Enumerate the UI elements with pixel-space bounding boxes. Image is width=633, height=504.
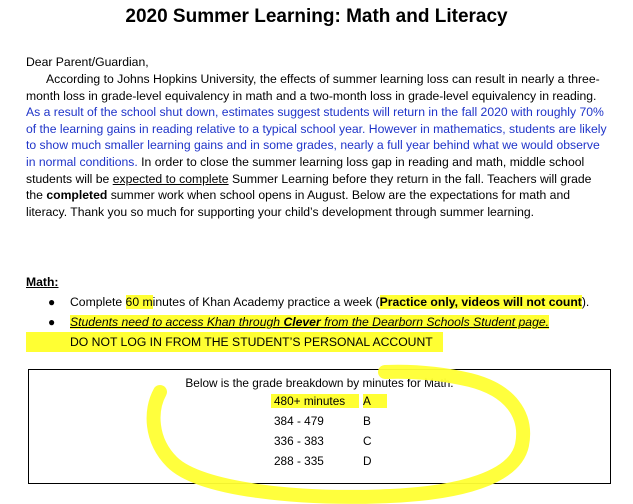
- grade-letter: A: [363, 394, 387, 408]
- clever-bold: Clever: [283, 315, 321, 329]
- para-sentence-1: According to Johns Hopkins University, the effects of summer learning loss can result in nearly a three-month loss in grade-level equivalency in math and a two-month loss in grade-level equivalency in reading.: [26, 72, 600, 103]
- math-bullet-list: [26, 292, 616, 352]
- personal-account-warning: DO NOT LOG IN FROM THE STUDENT’S PERSONAL ACCOUNT: [26, 332, 443, 352]
- bullet-clever-access: [26, 312, 616, 332]
- clever-text-a: Students need to access Khan through: [70, 315, 284, 329]
- grade-range: 288 - 335: [274, 454, 324, 468]
- grade-range: 384 - 479: [274, 414, 324, 428]
- bullet-1-pre: Complete: [70, 295, 126, 309]
- page-title: 2020 Summer Learning: Math and Literacy: [125, 6, 508, 27]
- para-sentence-3b: Summer Learning before they return in the fall. Teachers will grade the: [26, 171, 592, 203]
- grade-range: 480+ minutes: [271, 394, 359, 408]
- clever-instruction: [70, 315, 549, 329]
- grade-letter: D: [363, 454, 372, 468]
- grade-range: 336 - 383: [274, 434, 324, 448]
- para-blue-text: As a result of the school shut down, estimates suggest students will return in the fall 2020 with roughly 70% of the learning gains in reading relative to a typical school year. However in mathematics, students are likely to show much smaller learning gains and in some grades, nearly a full year behind what we would observe in normal conditions.: [26, 105, 607, 169]
- math-heading: Math:: [26, 275, 59, 289]
- grade-letter: B: [363, 414, 371, 428]
- clever-text-c: from the Dearborn Schools Student page.: [320, 315, 550, 329]
- grade-letter: C: [363, 434, 372, 448]
- bullet-dot-icon: ●: [48, 315, 56, 329]
- grade-breakdown-title: Below is the grade breakdown by minutes for Math.: [185, 376, 454, 390]
- bullet-1-end: ).: [581, 295, 590, 309]
- bullet-warning: [26, 332, 616, 352]
- completed-bold: completed: [46, 188, 108, 203]
- practice-only-note: Practice only, videos will not count: [379, 295, 582, 309]
- salutation: Dear Parent/Guardian,: [26, 55, 149, 69]
- bullet-khan-minutes: [26, 292, 616, 312]
- grade-breakdown-box: [28, 369, 611, 484]
- bullet-dot-icon: ●: [48, 295, 56, 309]
- bullet-1-post: inutes of Khan Academy practice a week (: [152, 295, 380, 309]
- para-sentence-3c: summer work when school opens in August. Below are the expectations for math and literacy. Thank you so much for supporting your child’s development through summer learning.: [26, 188, 570, 219]
- highlight-60-minutes: 60 m: [125, 295, 153, 309]
- expected-to-complete: expected to complete: [112, 171, 229, 186]
- para-sentence-3a: In order to close the summer learning loss gap in reading and math, middle school students will be: [26, 154, 585, 186]
- intro-paragraph: [26, 71, 611, 220]
